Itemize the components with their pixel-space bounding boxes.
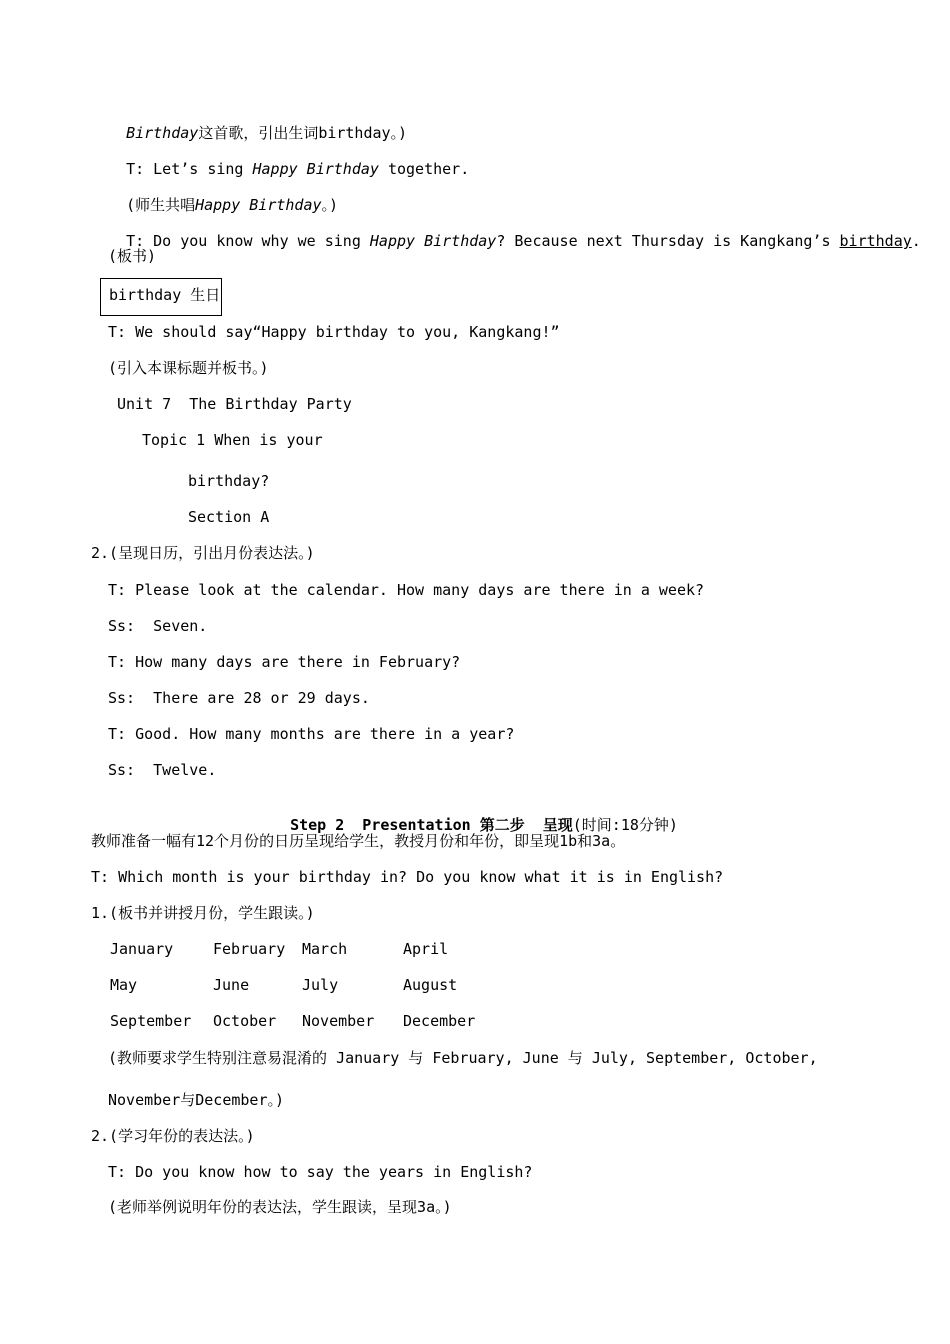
month-cell: August (403, 976, 458, 994)
line-21: 1.(板书并讲授月份，学生跟读。) (91, 904, 315, 922)
line-19: 教师准备一幅有12个月份的日历呈现给学生，教授月份和年份，即呈现1b和3a。 (91, 832, 626, 850)
step-title: Step 2 Presentation 第二步 呈现 (290, 816, 573, 834)
month-cell: March (302, 940, 348, 958)
board-note: (板书) (108, 247, 157, 265)
topic-title: Topic 1 When is your (142, 431, 323, 449)
topic-title-cont: birthday? (188, 472, 270, 490)
month-cell: January (110, 940, 174, 958)
line-4 (108, 211, 921, 251)
month-cell: June (213, 976, 250, 994)
line-16: Ss: There are 28 or 29 days. (108, 689, 370, 707)
month-cell: April (403, 940, 449, 958)
line-15: T: How many days are there in February? (108, 653, 461, 671)
line-1 (108, 103, 407, 143)
section-title: Section A (188, 508, 270, 526)
step-time: (时间:18分钟) (572, 816, 678, 834)
line-3 (108, 175, 338, 215)
line-2 (108, 139, 469, 179)
line-23: November与December。) (108, 1091, 285, 1109)
month-cell: July (302, 976, 339, 994)
line-6: T: We should say“Happy birthday to you, Kangkang!” (108, 323, 560, 341)
line-12: 2.(呈现日历，引出月份表达法。) (91, 544, 315, 562)
line-24: 2.(学习年份的表达法。) (91, 1127, 255, 1145)
month-cell: May (110, 976, 138, 994)
text: 这首歌，引出生词birthday。) (198, 124, 408, 142)
line-25: T: Do you know how to say the years in English? (108, 1163, 533, 1181)
line-20: T: Which month is your birthday in? Do you know what it is in English? (91, 868, 724, 886)
text: ? Because next Thursday is Kangkang’s (496, 232, 840, 250)
line-13: T: Please look at the calendar. How many days are there in a week? (108, 581, 705, 599)
line-22: (教师要求学生特别注意易混淆的 January 与 February, June 与 July, September, October, (108, 1049, 818, 1067)
text: 。) (321, 196, 339, 214)
line-18: Ss: Twelve. (108, 761, 217, 779)
line-14: Ss: Seven. (108, 617, 208, 635)
line-26: (老师举例说明年份的表达法，学生跟读，呈现3a。) (108, 1198, 452, 1216)
vocab-word: birthday 生日 (109, 286, 221, 304)
text: T: Do you know why we sing (126, 232, 370, 250)
step-heading (272, 795, 678, 835)
month-cell: October (213, 1012, 277, 1030)
month-cell: September (110, 1012, 192, 1030)
text: . (911, 232, 921, 250)
text: T: Let’s sing (126, 160, 253, 178)
vocab-box (100, 278, 222, 316)
unit-title: Unit 7 The Birthday Party (117, 395, 352, 413)
text: (师生共唱 (126, 196, 196, 214)
underlined-word: birthday (839, 232, 912, 250)
text: together. (378, 160, 470, 178)
song-title: Happy Birthday (195, 196, 322, 214)
song-title: Happy Birthday (252, 160, 379, 178)
song-title: Happy Birthday (369, 232, 497, 250)
line-7: (引入本课标题并板书。) (108, 359, 269, 377)
song-title: Birthday (126, 124, 199, 142)
line-17: T: Good. How many months are there in a year? (108, 725, 515, 743)
month-cell: November (302, 1012, 375, 1030)
month-cell: December (403, 1012, 476, 1030)
month-cell: February (213, 940, 286, 958)
